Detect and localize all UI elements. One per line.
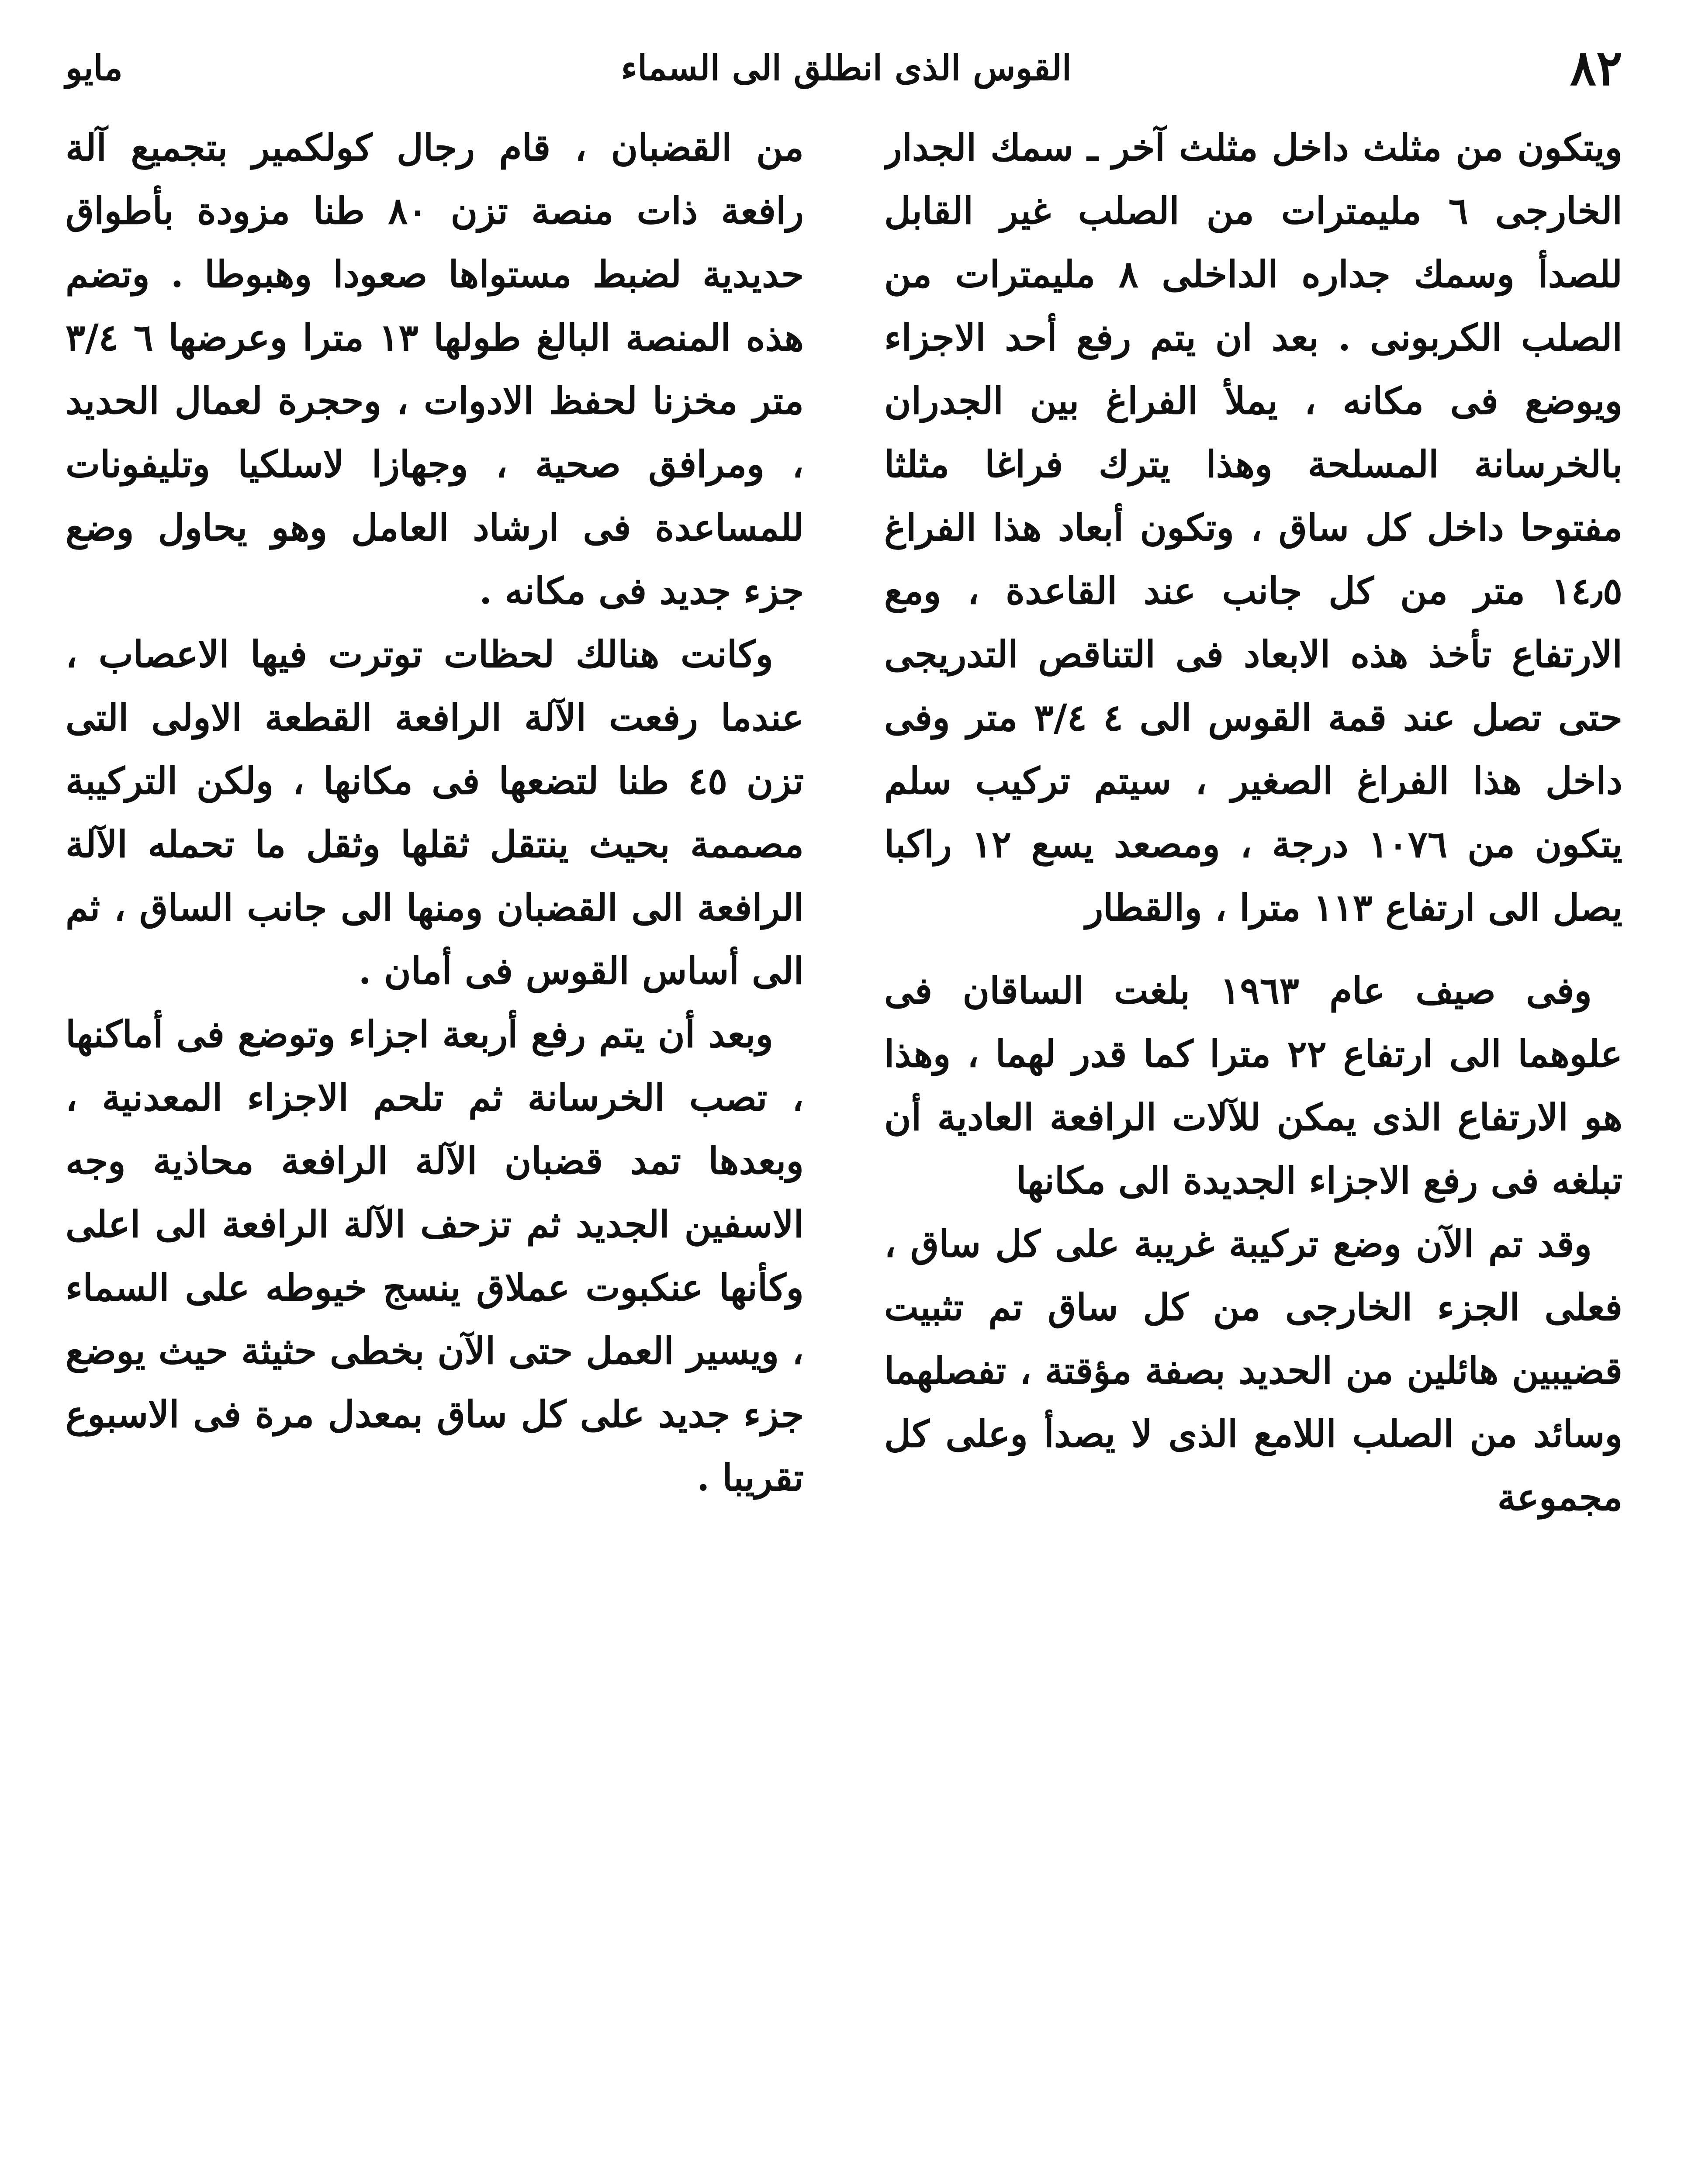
issue-month: مايو <box>66 47 123 88</box>
paragraph: وبعد أن يتم رفع أربعة اجزاء وتوضع فى أماكنها ، تصب الخرسانة ثم تلحم الاجزاء المعدنية ، وبعدها تمد قضبان الآلة الرافعة محاذية وجه الاسفين الجديد ثم تزحف الآلة الرافعة الى اعلى وكأنها عنكبوت عملاق ينسج خيوطه على السماء ، ويسير العمل حتى الآن بخطى حثيثة حيث يوضع جزء جديد على كل ساق بمعدل مرة فى الاسبوع تقريبا . <box>66 1013 804 1499</box>
paragraph: ويتكون من مثلث داخل مثلث آخر ـ سمك الجدار الخارجى ٦ مليمترات من الصلب غير القابل للصدأ وسمك جداره الداخلى ٨ مليمترات من الصلب الكربونى . بعد ان يتم رفع أحد الاجزاء ويوضع فى مكانه ، يملأ الفراغ بين الجدران بالخرسانة المسلحة وهذا يترك فراغا مثلثا مفتوحا داخل كل ساق ، وتكون أبعاد هذا الفراغ ١٤٫٥ متر من كل جانب عند القاعدة ، ومع الارتفاع تأخذ هذه الابعاد فى التناقص التدريجى حتى تصل عند قمة القوس الى ٤ ٣/٤ متر وفى داخل هذا الفراغ الصغير ، سيتم تركيب سلم يتكون من ١٠٧٦ درجة ، ومصعد يسع ١٢ راكبا يصل الى ارتفاع ١١٣ مترا ، والقطار <box>884 126 1622 929</box>
left-text-column <box>66 116 804 2184</box>
paragraph: وفى صيف عام ١٩٦٣ بلغت الساقان فى علوهما الى ارتفاع ٢٢ مترا كما قدر لهما ، وهذا هو الارتفاع الذى يمكن للآلات الرافعة العادية أن تبلغه فى رفع الاجزاء الجديدة الى مكانها <box>884 969 1622 1202</box>
paragraph: وقد تم الآن وضع تركيبة غريبة على كل ساق ، فعلى الجزء الخارجى من كل ساق تم تثبيت قضيبين هائلين من الحديد بصفة مؤقتة ، تفصلهما وسائد من الصلب اللامع الذى لا يصدأ وعلى كل مجموعة <box>884 1222 1622 1519</box>
running-title: القوس الذى انطلق الى السماء <box>621 47 1072 88</box>
right-text-column <box>884 116 1622 2184</box>
page-number: ٨٢ <box>1570 39 1622 97</box>
text-columns <box>66 116 1622 2184</box>
paragraph: من القضبان ، قام رجال كولكمير بتجميع آلة رافعة ذات منصة تزن ٨٠ طنا مزودة بأطواق حديدية لضبط مستواها صعودا وهبوطا . وتضم هذه المنصة البالغ طولها ١٣ مترا وعرضها ٦ ٣/٤ متر مخزنا لحفظ الادوات ، وحجرة لعمال الحديد ، ومرافق صحية ، وجهازا لاسلكيا وتليفونات للمساعدة فى ارشاد العامل وهو يحاول وضع جزء جديد فى مكانه . <box>66 126 804 612</box>
running-head <box>66 24 1622 111</box>
paragraph: وكانت هنالك لحظات توترت فيها الاعصاب ، عندما رفعت الآلة الرافعة القطعة الاولى التى تزن ٤٥ طنا لتضعها فى مكانها ، ولكن التركيبة مصممة بحيث ينتقل ثقلها وثقل ما تحمله الآلة الرافعة الى القضبان ومنها الى جانب الساق ، ثم الى أساس القوس فى أمان . <box>66 632 804 992</box>
